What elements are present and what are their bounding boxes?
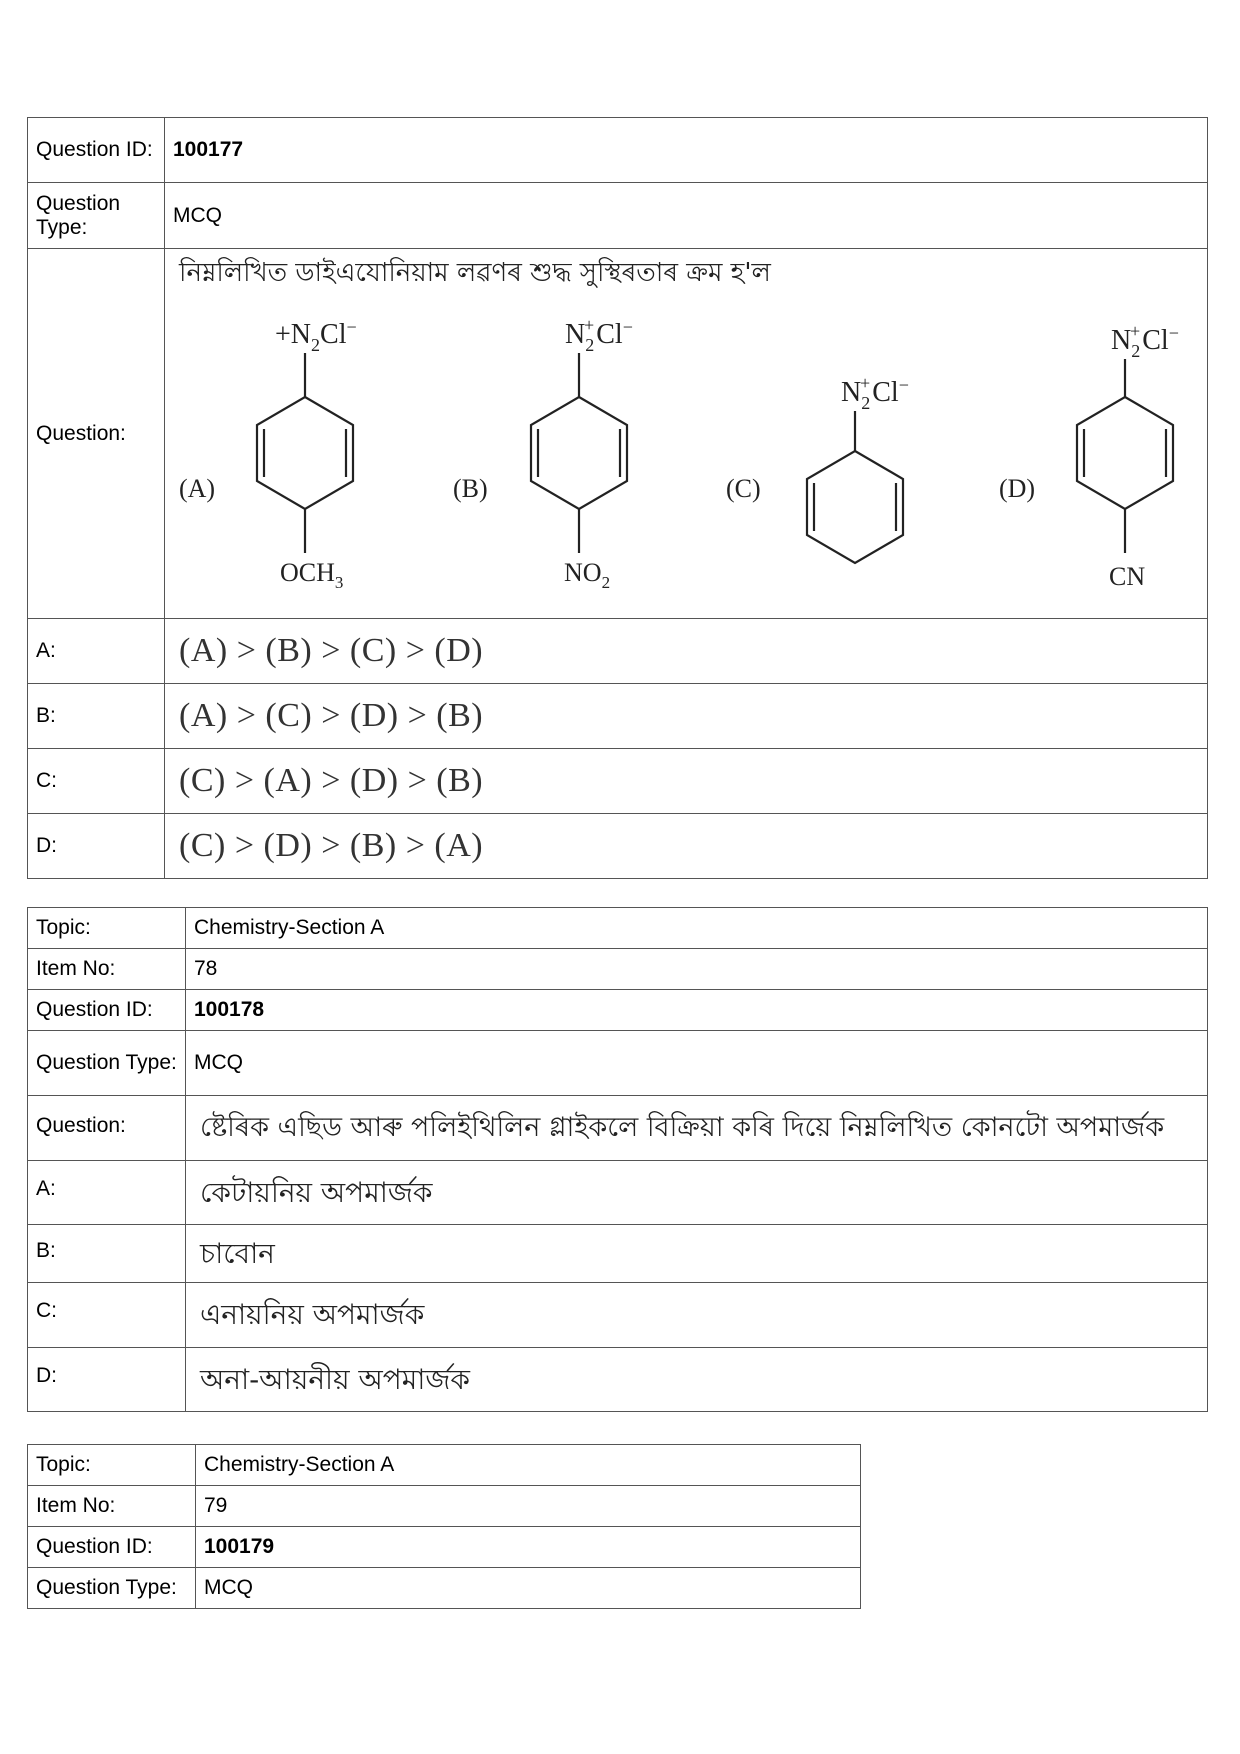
option-d-text: (C) > (D) > (B) > (A) [165, 814, 1208, 879]
question-id-row [28, 118, 1208, 183]
benzene-ring-a [257, 397, 353, 509]
item-no-label: Item No: [28, 1486, 196, 1527]
structure-b-bottom-group: $NO_2$ [564, 558, 611, 592]
question-table-100179 [27, 1444, 861, 1609]
question-type-row [28, 1568, 861, 1609]
item-no-value: 79 [196, 1486, 861, 1527]
structure-a [179, 317, 357, 592]
question-content [165, 249, 1208, 619]
option-b-label: B: [28, 684, 165, 749]
item-no-row [28, 1486, 861, 1527]
option-a-label: A: [28, 1161, 186, 1225]
question-type-label: Question Type: [28, 1568, 196, 1609]
question-type-value: MCQ [196, 1568, 861, 1609]
option-c-label: C: [28, 1283, 186, 1348]
question-table-100177 [27, 117, 1208, 879]
topic-value: Chemistry-Section A [196, 1445, 861, 1486]
question-id-row [28, 990, 1208, 1031]
topic-label: Topic: [28, 1445, 196, 1486]
question-row [28, 249, 1208, 619]
question-text: নিম্নলিখিত ডাইএযোনিয়াম লৱণৰ শুদ্ধ সুস্থিৰতাৰ ক্ৰম হ'ল [179, 258, 771, 288]
option-d-label: D: [28, 814, 165, 879]
option-a-label: A: [28, 619, 165, 684]
structure-b-plus: + [584, 315, 595, 335]
question-type-label: Question Type: [28, 183, 165, 249]
diazonium-structures [165, 315, 1195, 615]
option-row-c[interactable] [28, 749, 1208, 814]
option-row-a[interactable] [28, 619, 1208, 684]
question-type-row [28, 1031, 1208, 1096]
structure-c-plus: + [860, 373, 871, 393]
option-row-d[interactable] [28, 1348, 1208, 1412]
item-no-label: Item No: [28, 949, 186, 990]
structure-d-bottom-group: CN [1109, 562, 1146, 591]
option-c-label: C: [28, 749, 165, 814]
item-no-row [28, 949, 1208, 990]
structure-a-label: (A) [179, 474, 216, 503]
option-a-text: (A) > (B) > (C) > (D) [165, 619, 1208, 684]
option-b-text: (A) > (C) > (D) > (B) [165, 684, 1208, 749]
question-id-label: Question ID: [28, 990, 186, 1031]
benzene-ring-d [1077, 397, 1173, 509]
question-type-value: MCQ [186, 1031, 1208, 1096]
structure-b-label: (B) [453, 474, 488, 503]
question-id-value: 100178 [186, 990, 1208, 1031]
option-row-b[interactable] [28, 684, 1208, 749]
option-d-text: অনা-আয়নীয় অপমাৰ্জক [186, 1348, 1208, 1412]
question-id-label: Question ID: [28, 118, 165, 183]
option-a-text: কেটায়নিয় অপমাৰ্জক [186, 1161, 1208, 1225]
option-c-text: এনায়নিয় অপমাৰ্জক [186, 1283, 1208, 1348]
structure-a-bottom-group: $OCH_3$ [280, 558, 344, 592]
structure-d [999, 321, 1179, 591]
question-id-value: 100179 [196, 1527, 861, 1568]
structure-d-top-group: $N_2Cl^-$ [1111, 323, 1179, 361]
option-row-d[interactable] [28, 814, 1208, 879]
question-id-label: Question ID: [28, 1527, 196, 1568]
benzene-ring-c [807, 451, 903, 563]
topic-value: Chemistry-Section A [186, 908, 1208, 949]
question-table-100178 [27, 907, 1208, 1412]
question-row [28, 1096, 1208, 1161]
structure-a-top-group: $+N_2Cl^-$ [275, 317, 357, 355]
option-row-c[interactable] [28, 1283, 1208, 1348]
question-type-row [28, 183, 1208, 249]
option-row-b[interactable] [28, 1225, 1208, 1283]
question-text: ষ্টেৰিক এছিড আৰু পলিইথিলিন গ্লাইকলে বিক্ৰিয়া কৰি দিয়ে নিম্নলিখিত কোনটো অপমাৰ্জক [186, 1096, 1208, 1161]
structure-b [453, 315, 633, 592]
question-type-label: Question Type: [28, 1031, 186, 1096]
option-b-label: B: [28, 1225, 186, 1283]
option-b-text: চাবোন [186, 1225, 1208, 1283]
item-no-value: 78 [186, 949, 1208, 990]
benzene-ring-b [531, 397, 627, 509]
structure-d-label: (D) [999, 474, 1036, 503]
question-label: Question: [28, 1096, 186, 1161]
topic-label: Topic: [28, 908, 186, 949]
question-type-value: MCQ [165, 183, 1208, 249]
structure-c [726, 373, 909, 563]
option-d-label: D: [28, 1348, 186, 1412]
topic-row [28, 908, 1208, 949]
topic-row [28, 1445, 861, 1486]
structure-b-top-group: $N_2Cl^-$ [565, 317, 633, 355]
question-label: Question: [28, 249, 165, 619]
structure-c-top-group: $N_2Cl^-$ [841, 375, 909, 413]
question-id-row [28, 1527, 861, 1568]
question-id-value: 100177 [165, 118, 1208, 183]
option-row-a[interactable] [28, 1161, 1208, 1225]
structure-d-plus: + [1130, 321, 1141, 341]
option-c-text: (C) > (A) > (D) > (B) [165, 749, 1208, 814]
structure-c-label: (C) [726, 474, 761, 503]
